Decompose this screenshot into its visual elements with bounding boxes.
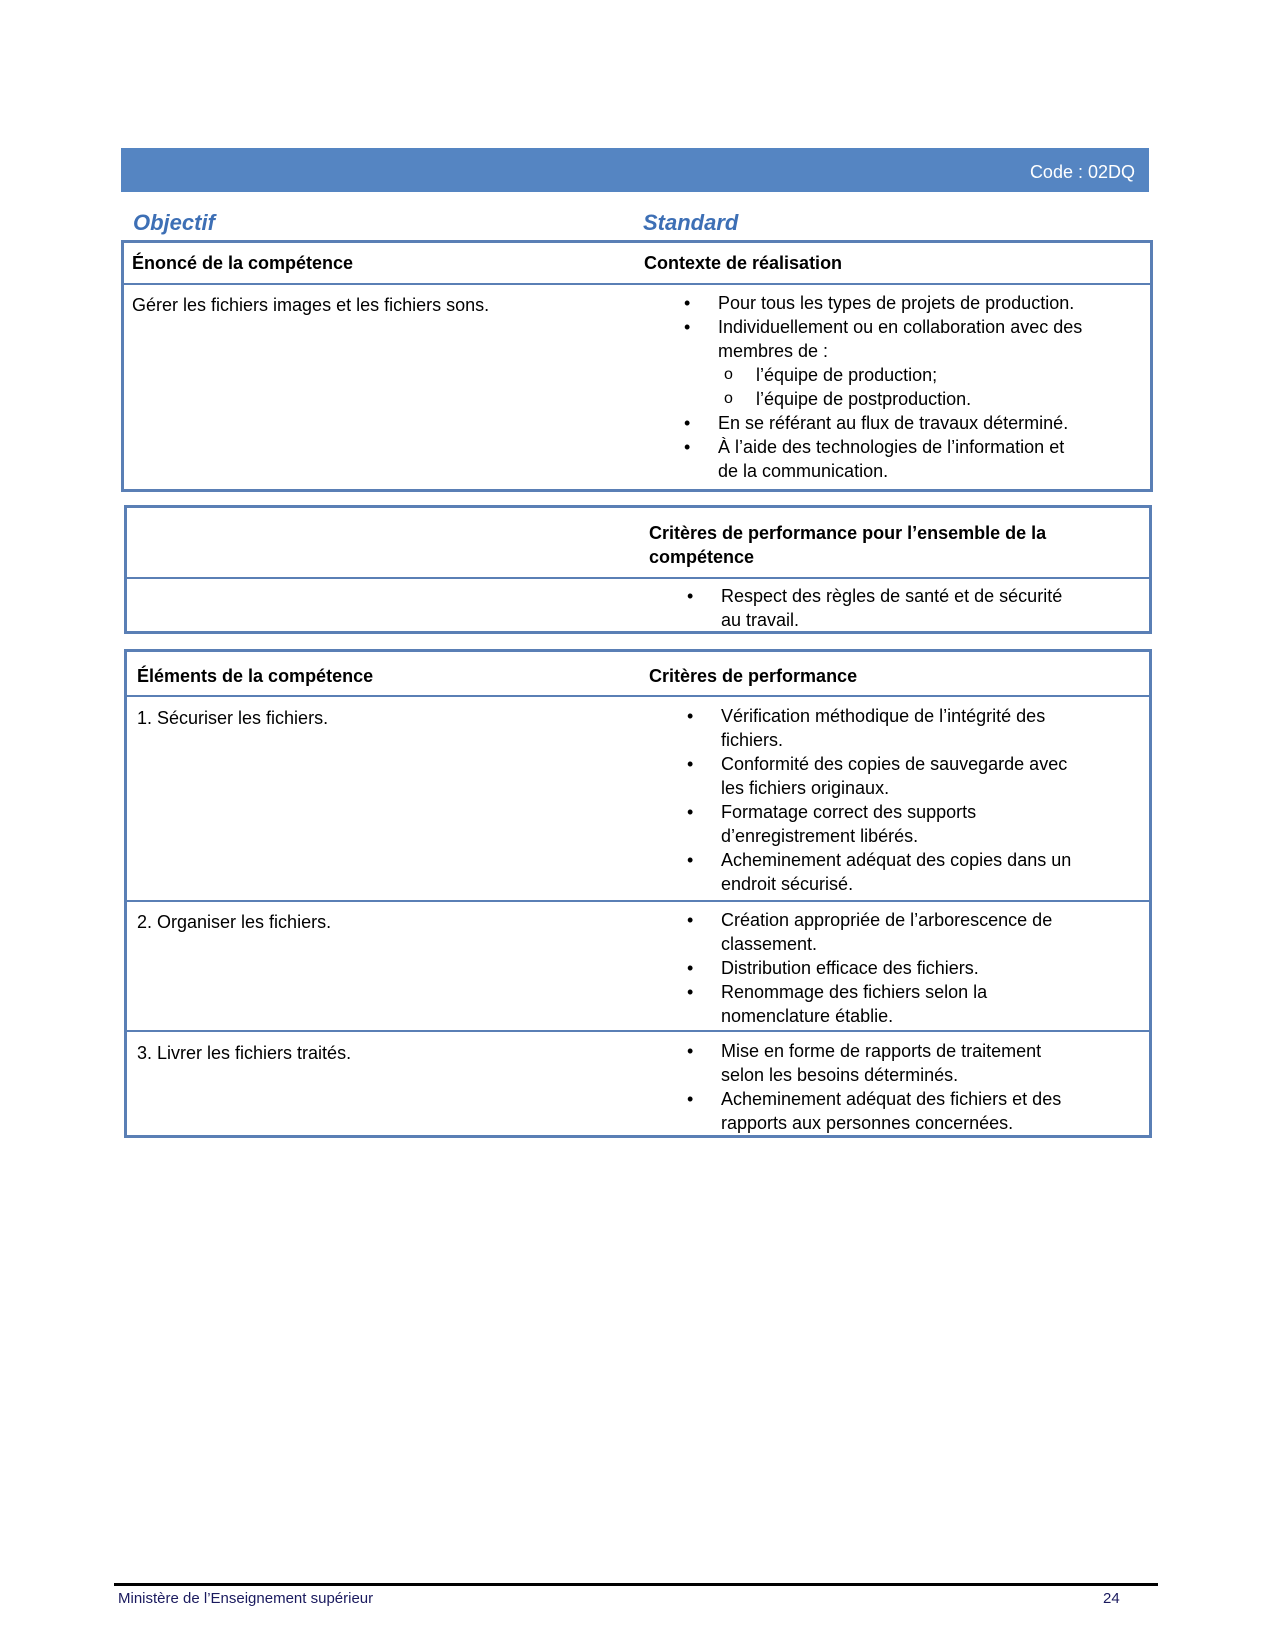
list-item: nomenclature établie. <box>721 1006 894 1026</box>
list-item: selon les besoins déterminés. <box>721 1065 959 1085</box>
competency-statement-text: Gérer les fichiers images et les fichiers sons. <box>132 295 490 315</box>
objective-heading: Objectif <box>133 210 215 235</box>
table-header-divider <box>127 695 1149 697</box>
column-headers <box>133 210 1143 242</box>
list-item: • Conformité des copies de sauvegarde avec <box>683 752 1071 776</box>
row-divider <box>127 900 1149 902</box>
list-item: o l’équipe de production; <box>680 363 1082 387</box>
element-2-label: 2. Organiser les fichiers. <box>137 912 332 932</box>
list-item: • Acheminement adéquat des fichiers et des <box>683 1087 1061 1111</box>
row-divider <box>127 1030 1149 1032</box>
element-1-label: 1. Sécuriser les fichiers. <box>137 708 329 728</box>
list-item: • À l’aide des technologies de l’information et <box>680 435 1082 459</box>
list-item: • Formatage correct des supports <box>683 800 1071 824</box>
context-list <box>680 291 1082 483</box>
page-number: 24 <box>1103 1590 1120 1607</box>
overall-criteria-title-line1: Critères de performance pour l’ensemble de la <box>649 523 1047 543</box>
list-item: • Distribution efficace des fichiers. <box>683 956 1052 980</box>
overall-criteria-list <box>683 584 1062 632</box>
elements-title: Éléments de la compétence <box>137 666 374 686</box>
competency-elements-table <box>124 649 1152 1138</box>
list-item: o l’équipe de postproduction. <box>680 387 1082 411</box>
list-item: • Acheminement adéquat des copies dans un <box>683 848 1071 872</box>
list-item: au travail. <box>721 610 800 630</box>
list-item: • Renommage des fichiers selon la <box>683 980 1052 1004</box>
overall-criteria-title-line2: compétence <box>649 547 755 567</box>
element-3-criteria <box>683 1039 1061 1135</box>
standard-heading: Standard <box>643 210 739 235</box>
list-item: • En se référant au flux de travaux déterminé. <box>680 411 1082 435</box>
footer-rule <box>114 1583 1158 1586</box>
list-item: les fichiers originaux. <box>721 778 890 798</box>
element-1-criteria <box>683 704 1071 896</box>
list-item: endroit sécurisé. <box>721 874 854 894</box>
context-title: Contexte de réalisation <box>644 253 843 273</box>
table-header-divider <box>124 283 1150 285</box>
list-item: classement. <box>721 934 818 954</box>
list-item: • Individuellement ou en collaboration avec des <box>680 315 1082 339</box>
competency-statement-table <box>121 240 1153 492</box>
list-item: • Mise en forme de rapports de traitement <box>683 1039 1061 1063</box>
element-3-label: 3. Livrer les fichiers traités. <box>137 1043 352 1063</box>
footer-ministry: Ministère de l’Enseignement supérieur <box>118 1590 374 1607</box>
element-2-criteria <box>683 908 1052 1028</box>
list-item: de la communication. <box>718 461 889 481</box>
table-header-divider <box>127 577 1149 579</box>
program-code: Code : 02DQ <box>1029 162 1135 182</box>
list-item: d’enregistrement libérés. <box>721 826 919 846</box>
header-banner <box>121 148 1149 192</box>
overall-performance-criteria-table <box>124 505 1152 634</box>
competency-statement-title: Énoncé de la compétence <box>132 253 354 273</box>
list-item: • Pour tous les types de projets de production. <box>680 291 1082 315</box>
performance-criteria-title: Critères de performance <box>649 666 858 686</box>
list-item: • Respect des règles de santé et de sécurité <box>683 584 1062 608</box>
list-item: fichiers. <box>721 730 784 750</box>
list-item: rapports aux personnes concernées. <box>721 1113 1014 1133</box>
list-item: • Création appropriée de l’arborescence de <box>683 908 1052 932</box>
list-item: • Vérification méthodique de l’intégrité des <box>683 704 1071 728</box>
list-item: membres de : <box>718 341 829 361</box>
